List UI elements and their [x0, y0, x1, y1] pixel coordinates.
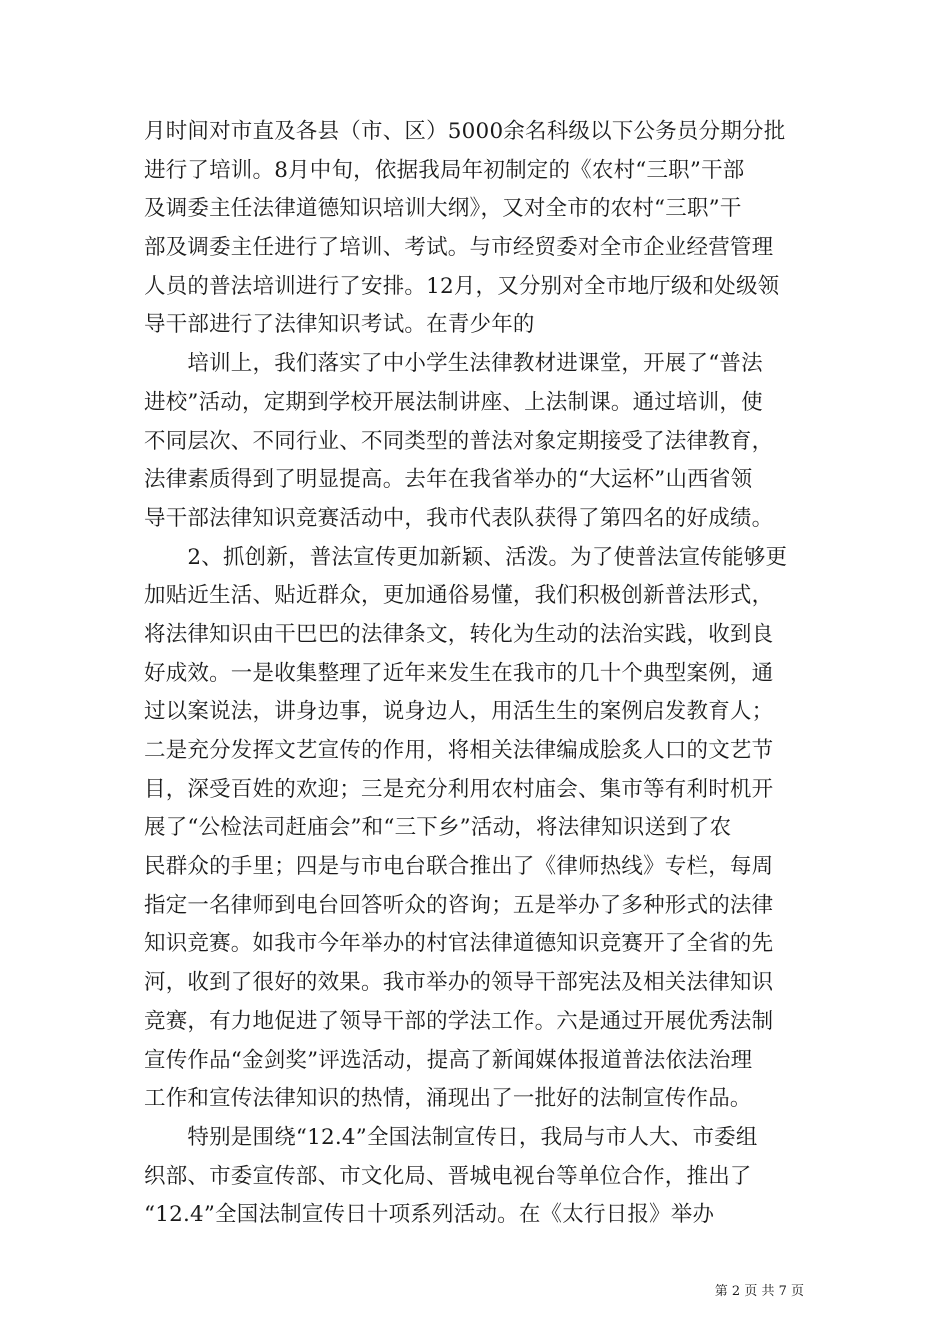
text-line: 及调委主任法律道德知识培训大纲》，又对全市的农村“三职”干	[144, 196, 742, 222]
body-text	[144, 113, 814, 1235]
text-line: 进行了培训。8月中旬，依据我局年初制定的《农村“三职”干部	[144, 157, 745, 183]
page-number: 第 2 页 共 7 页	[714, 1284, 804, 1299]
text-line: 部及调委主任进行了培训、考试。与市经贸委对全市企业经营管理	[144, 235, 774, 261]
text-line: 展了“公检法司赶庙会”和“三下乡”活动，将法律知识送到了农	[144, 815, 732, 841]
text-line: 培训上，我们落实了中小学生法律教材进课堂，开展了“普法	[144, 351, 763, 377]
text-line: 知识竞赛。如我市今年举办的村官法律道德知识竞赛开了全省的先	[144, 931, 774, 957]
text-line: 宣传作品“金剑奖”评选活动，提高了新闻媒体报道普法依法治理	[144, 1047, 753, 1073]
text-line: 加贴近生活、贴近群众，更加通俗易懂，我们积极创新普法形式，	[144, 583, 774, 609]
text-line: 人员的普法培训进行了安排。12月，又分别对全市地厅级和处级领	[144, 273, 780, 299]
text-line: 过以案说法，讲身边事，说身边人，用活生生的案例启发教育人；	[144, 699, 774, 725]
text-line: 将法律知识由干巴巴的法律条文，转化为生动的法治实践，收到良	[144, 621, 774, 647]
text-line: 导干部进行了法律知识考试。在青少年的	[144, 312, 535, 338]
text-line: 导干部法律知识竞赛活动中，我市代表队获得了第四名的好成绩。	[144, 505, 774, 531]
text-line: 织部、市委宣传部、市文化局、晋城电视台等单位合作，推出了	[144, 1163, 752, 1189]
text-line: 目，深受百姓的欢迎；三是充分利用农村庙会、集市等有利时机开	[144, 776, 774, 802]
text-line: 竞赛，有力地促进了领导干部的学法工作。六是通过开展优秀法制	[144, 1008, 774, 1034]
text-line: 好成效。一是收集整理了近年来发生在我市的几十个典型案例，通	[144, 660, 774, 686]
text-line: 指定一名律师到电台回答听众的咨询；五是举办了多种形式的法律	[144, 892, 774, 918]
text-line: 进校”活动，定期到学校开展法制讲座、上法制课。通过培训，使	[144, 389, 763, 415]
text-line: “12.4”全国法制宣传日十项系列活动。在《太行日报》举办	[144, 1202, 715, 1228]
text-line: 工作和宣传法律知识的热情，涌现出了一批好的法制宣传作品。	[144, 1086, 752, 1112]
text-line: 二是充分发挥文艺宣传的作用，将相关法律编成脍炙人口的文艺节	[144, 738, 774, 763]
text-line: 2、抓创新，普法宣传更加新颖、活泼。为了使普法宣传能够更	[144, 544, 788, 570]
text-line: 特别是围绕“12.4”全国法制宣传日，我局与市人大、市委组	[144, 1124, 758, 1150]
text-line: 月时间对市直及各县（市、区）5000余名科级以下公务员分期分批	[144, 119, 786, 144]
text-line: 民群众的手里；四是与市电台联合推出了《律师热线》专栏，每周	[144, 854, 774, 880]
text-line: 法律素质得到了明显提高。去年在我省举办的“大运杯”山西省领	[144, 467, 753, 493]
text-line: 不同层次、不同行业、不同类型的普法对象定期接受了法律教育，	[144, 428, 774, 454]
text-line: 河，收到了很好的效果。我市举办的领导干部宪法及相关法律知识	[144, 970, 774, 996]
